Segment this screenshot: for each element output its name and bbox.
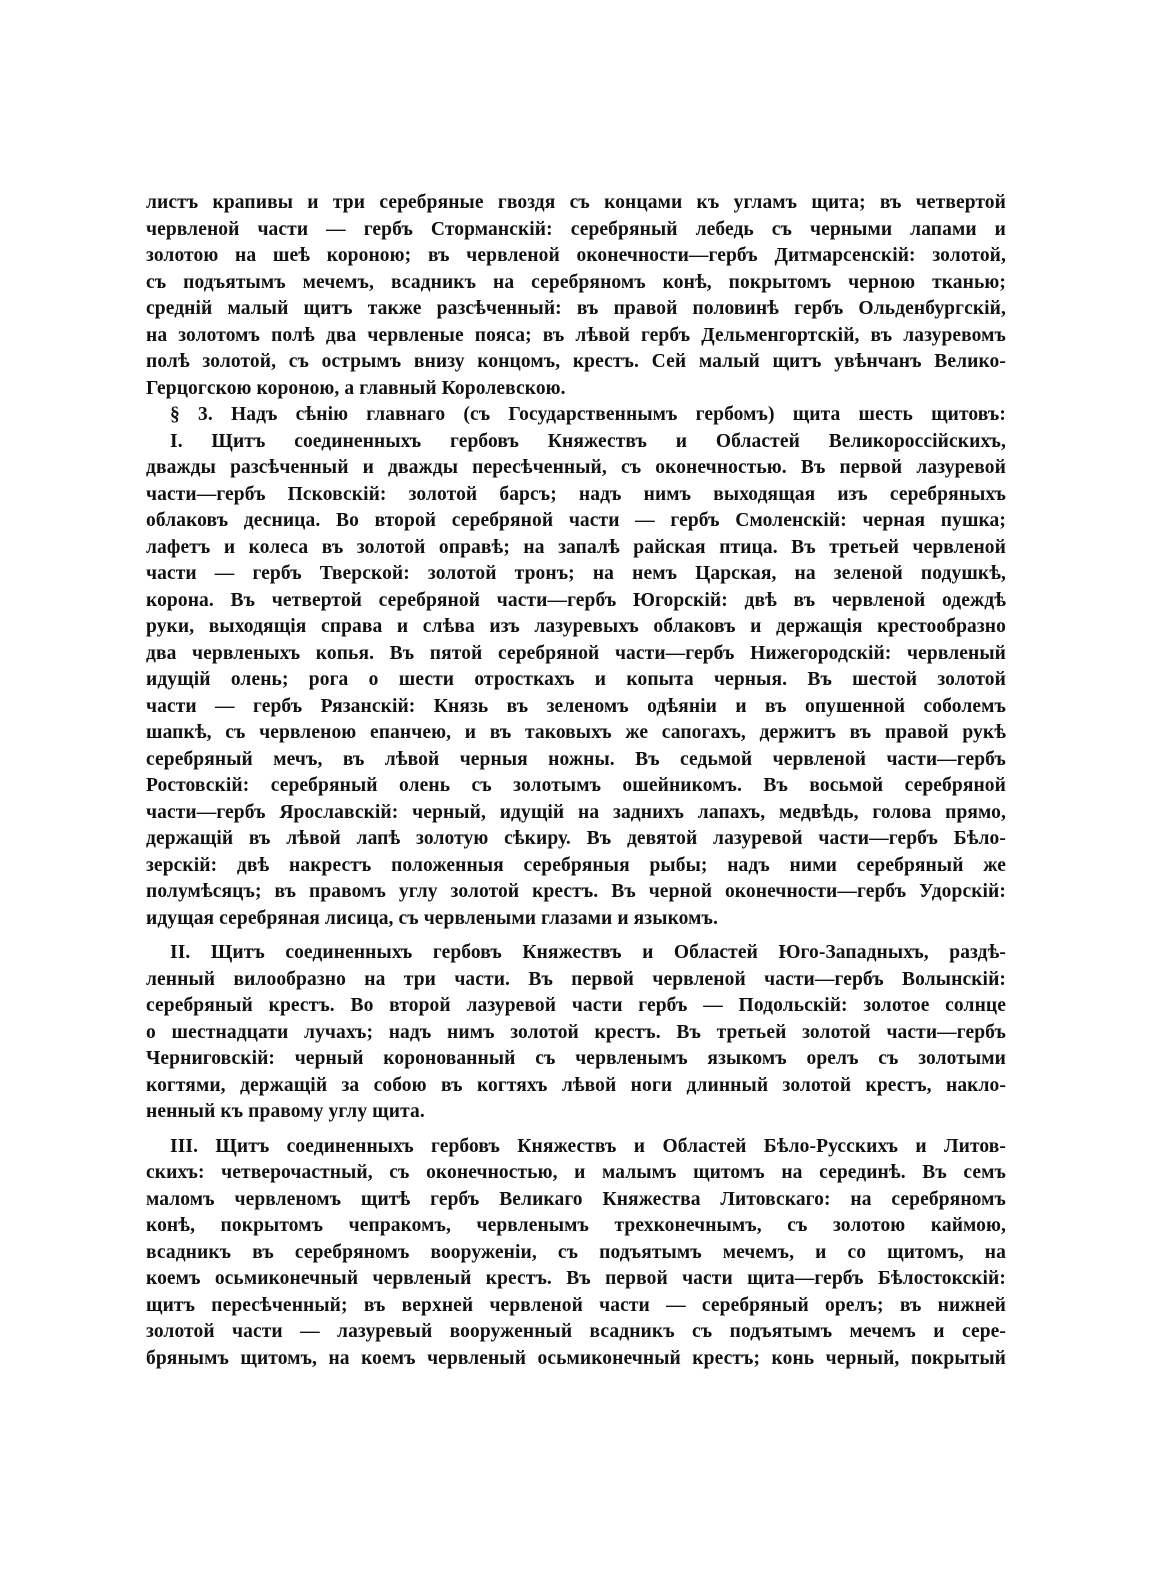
text-line: ненный къ правому углу щита. bbox=[146, 1101, 425, 1122]
text-line: золотой части — лазуревый вооруженный всадникъ съ подъятымъ мечемъ и сере- bbox=[146, 1321, 1006, 1342]
text-line: конѣ, покрытомъ чепракомъ, червленымъ трехконечнымъ, съ золотою каймою, bbox=[146, 1215, 1006, 1236]
text-line: на золотомъ полѣ два червленые пояса; въ лѣвой гербъ Дельменгортскій, въ лазуревомъ bbox=[146, 324, 1006, 346]
text-line: облаковъ десница. Во второй серебряной части — гербъ Смоленскій: черная пушка; bbox=[146, 510, 1006, 531]
text-line: серебряный мечъ, въ лѣвой черныя ножны. Въ седьмой червленой части—гербъ bbox=[146, 748, 1006, 770]
body-text bbox=[146, 190, 1006, 1372]
text-line: III. Щитъ соединенныхъ гербовъ Княжествъ и Областей Бѣло-Русскихъ и Литов- bbox=[170, 1135, 1006, 1157]
text-line: лафетъ и колеса въ золотой оправѣ; на запалѣ райская птица. Въ третьей червленой bbox=[146, 536, 1006, 558]
text-line: коемъ осьмиконечный червленый крестъ. Въ первой части щита—гербъ Бѣлостокскій: bbox=[146, 1268, 1006, 1289]
text-line: держащій въ лѣвой лапѣ золотую сѣкиру. Въ девятой лазуревой части—гербъ Бѣло- bbox=[146, 828, 1006, 849]
text-line: части—гербъ Ярославскій: черный, идущій на заднихъ лапахъ, медвѣдь, голова прямо, bbox=[146, 801, 1006, 823]
text-line: II. Щитъ соединенныхъ гербовъ Княжествъ и Областей Юго-Западныхъ, раздѣ- bbox=[170, 942, 1006, 963]
paragraph-gap bbox=[146, 932, 1006, 940]
text-line: Герцогскою короною, а главный Королевскою. bbox=[146, 377, 566, 399]
text-line: золотою на шеѣ короною; въ червленой оконечности—гербъ Дитмарсенскій: золотой, bbox=[146, 245, 1006, 266]
text-line: руки, выходящія справа и слѣва изъ лазуревыхъ облаковъ и держащія крестообразно bbox=[146, 616, 1006, 637]
text-line: дважды разсѣченный и дважды пересѣченный, съ оконечностью. Въ первой лазуревой bbox=[146, 457, 1006, 478]
text-line: части—гербъ Псковскій: золотой барсъ; надъ нимъ выходящая изъ серебряныхъ bbox=[146, 483, 1006, 505]
text-line: средній малый щитъ также разсѣченный: въ правой половинѣ гербъ Ольденбургскій, bbox=[146, 298, 1006, 319]
text-line: шапкѣ, съ червленою епанчею, и въ таковыхъ же сапогахъ, держитъ въ правой рукѣ bbox=[146, 722, 1006, 743]
text-line: серебряный крестъ. Во второй лазуревой части гербъ — Подольскій: золотое солнце bbox=[146, 995, 1006, 1016]
text-line: зерскій: двѣ накрестъ положенныя серебряныя рыбы; надъ ними серебряный же bbox=[146, 854, 1006, 876]
text-line: идущая серебряная лисица, съ червлеными глазами и языкомъ. bbox=[146, 907, 718, 929]
text-line: I. Щитъ соединенныхъ гербовъ Княжествъ и Областей Великороссійскихъ, bbox=[170, 430, 1006, 452]
text-line: скихъ: четверочастный, съ оконечностью, и малымъ щитомъ на серединѣ. Въ семъ bbox=[146, 1162, 1006, 1183]
text-line: два червленыхъ копья. Въ пятой серебряной части—гербъ Нижегородскій: червленый bbox=[146, 642, 1006, 664]
text-line: ленный вилообразно на три части. Въ первой червленой части—гербъ Волынскій: bbox=[146, 968, 1006, 990]
text-line: корона. Въ четвертой серебряной части—гербъ Югорскій: двѣ въ червленой одеждѣ bbox=[146, 589, 1006, 611]
text-line: Ростовскій: серебряный олень съ золотымъ ошейникомъ. Въ восьмой серебряной bbox=[146, 775, 1006, 796]
text-line: когтями, держащій за собою въ когтяхъ лѣвой ноги длинный золотой крестъ, накло- bbox=[146, 1074, 1006, 1096]
text-line: щитъ пересѣченный; въ верхней червленой части — серебряный орелъ; въ нижней bbox=[146, 1294, 1006, 1316]
section-heading-line: § 3. Надъ сѣнію главнаго (съ Государственнымъ гербомъ) щита шесть щитовъ: bbox=[170, 404, 1006, 425]
text-line: Черниговскій: черный коронованный съ червленымъ языкомъ орелъ съ золотыми bbox=[146, 1048, 1006, 1069]
text-line: части — гербъ Тверской: золотой тронъ; на немъ Царская, на зеленой подушкѣ, bbox=[146, 563, 1006, 584]
text-line: полѣ золотой, съ острымъ внизу концомъ, крестъ. Сей малый щитъ увѣнчанъ Велико- bbox=[146, 351, 1006, 372]
text-line: листъ крапивы и три серебряные гвоздя съ концами къ угламъ щита; въ четвертой bbox=[146, 192, 1006, 213]
paragraph-gap bbox=[146, 1126, 1006, 1134]
text-line: червленой части — гербъ Сторманскій: серебряный лебедь съ черными лапами и bbox=[146, 218, 1006, 240]
text-line: всадникъ въ серебряномъ вооруженіи, съ подъятымъ мечемъ, и со щитомъ, на bbox=[146, 1241, 1006, 1263]
text-line: о шестнадцати лучахъ; надъ нимъ золотой крестъ. Въ третьей золотой части—гербъ bbox=[146, 1021, 1006, 1043]
text-line: брянымъ щитомъ, на коемъ червленый осьмиконечный крестъ; конь черный, покрытый bbox=[146, 1347, 1006, 1369]
text-line: идущій олень; рога о шести отросткахъ и копыта черныя. Въ шестой золотой bbox=[146, 669, 1006, 690]
text-line: части — гербъ Рязанскій: Князь въ зеленомъ одѣяніи и въ опушенной соболемъ bbox=[146, 695, 1006, 717]
text-line: полумѣсяцъ; въ правомъ углу золотой крестъ. Въ черной оконечности—гербъ Удорскій: bbox=[146, 881, 1006, 902]
text-line: маломъ червленомъ щитѣ гербъ Великаго Княжества Литовскаго: на серебряномъ bbox=[146, 1188, 1006, 1210]
text-line: съ подъятымъ мечемъ, всадникъ на серебряномъ конѣ, покрытомъ черною тканью; bbox=[146, 271, 1006, 293]
